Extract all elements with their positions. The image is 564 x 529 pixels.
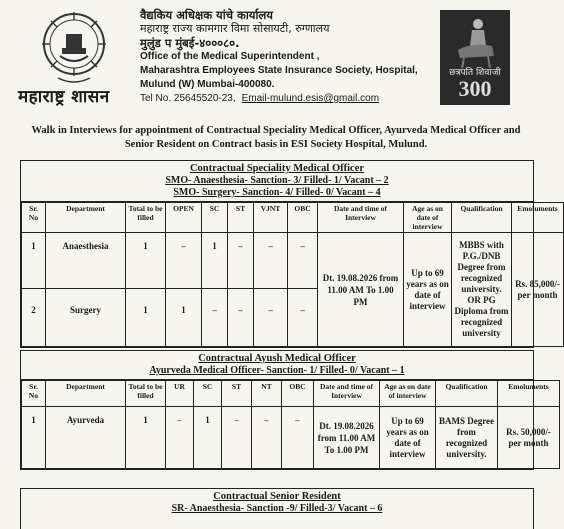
ayush-table bbox=[20, 350, 551, 470]
table-row bbox=[22, 233, 564, 289]
col-ur: UR bbox=[166, 381, 194, 407]
col-total: Total to be filled bbox=[126, 203, 166, 233]
sc: 1 bbox=[194, 407, 222, 469]
col-total: Total to be filled bbox=[126, 381, 166, 407]
vjnt: – bbox=[254, 233, 288, 289]
table-row bbox=[22, 407, 560, 469]
open: – bbox=[166, 233, 202, 289]
sc: – bbox=[202, 289, 228, 347]
nt: – bbox=[252, 407, 282, 469]
obc: – bbox=[288, 233, 318, 289]
email-link[interactable]: Email-mulund.esis@gmail.com bbox=[241, 93, 380, 104]
st: – bbox=[228, 289, 254, 347]
smo-sanction-2: SMO- Surgery- Sanction- 4/ Filled- 0/ Vacant – 4 bbox=[173, 187, 381, 198]
interview-date: Dt. 19.08.2026 from 11.00 AM To 1.00 PM bbox=[314, 407, 380, 469]
col-sc: SC bbox=[202, 203, 228, 233]
col-open: OPEN bbox=[166, 203, 202, 233]
col-sr: Sr. No bbox=[22, 381, 46, 407]
col-qualification: Qualification bbox=[436, 381, 498, 407]
ur: – bbox=[166, 407, 194, 469]
office-en-line-3: Mulund (W) Mumbai-400080. bbox=[140, 79, 275, 90]
st: – bbox=[228, 233, 254, 289]
col-obc: OBC bbox=[288, 203, 318, 233]
emoluments: Rs. 85,000/- per month bbox=[512, 233, 564, 347]
qualification: BAMS Degree from recognized university. bbox=[436, 407, 498, 469]
st: – bbox=[222, 407, 252, 469]
sr-no: 1 bbox=[22, 407, 46, 469]
col-st: ST bbox=[222, 381, 252, 407]
col-obc: OBC bbox=[282, 381, 314, 407]
total: 1 bbox=[126, 289, 166, 347]
col-department: Department bbox=[46, 381, 126, 407]
telephone: Tel No. 25645520-23, bbox=[140, 93, 236, 104]
office-en-line-1: Office of the Medical Superintendent , bbox=[140, 51, 320, 62]
ayush-title: Contractual Ayush Medical Officer bbox=[198, 353, 356, 364]
col-emoluments: Emoluments bbox=[512, 203, 564, 233]
interview-date: Dt. 19.08.2026 from 11.00 AM To 1.00 PM bbox=[318, 233, 404, 347]
department: Ayurveda bbox=[46, 407, 126, 469]
logo-ribbon-text: छत्रपति शिवाजी bbox=[449, 68, 501, 78]
qualification: MBBS with P.G./DNB Degree from recognized university. OR PG Diploma from recognized university bbox=[452, 233, 512, 347]
office-marathi-line-2: महाराष्ट्र राज्य कामगार विमा सोसायटी, रुग्णालय bbox=[140, 22, 330, 35]
horse-rider-icon bbox=[452, 16, 498, 68]
col-date: Date and time of Interview bbox=[314, 381, 380, 407]
sr-no: 1 bbox=[22, 233, 46, 289]
col-date: Date and time of Interview bbox=[318, 203, 404, 233]
col-nt: NT bbox=[252, 381, 282, 407]
total: 1 bbox=[126, 233, 166, 289]
logo-number: 300 bbox=[458, 76, 492, 101]
department: Surgery bbox=[46, 289, 126, 347]
col-vjnt: VJNT bbox=[254, 203, 288, 233]
office-en-line-2: Maharashtra Employees State Insurance Society, Hospital, bbox=[140, 65, 418, 76]
sr-sanction: SR- Anaesthesia- Sanction -9/ Filled-3/ Vacant – 6 bbox=[171, 503, 383, 514]
col-qualification: Qualification bbox=[452, 203, 512, 233]
age-limit: Up to 69 years as on date of interview bbox=[380, 407, 436, 469]
total: 1 bbox=[126, 407, 166, 469]
smo-table bbox=[20, 160, 560, 348]
department: Anaesthesia bbox=[46, 233, 126, 289]
office-marathi-line-3: मुलुंड प मुंबई-४०००८०. bbox=[140, 36, 240, 50]
emoluments: Rs. 50,000/- per month bbox=[498, 407, 560, 469]
ayush-sanction: Ayurveda Medical Officer- Sanction- 1/ Filled- 0/ Vacant – 1 bbox=[149, 365, 405, 376]
sr-no: 2 bbox=[22, 289, 46, 347]
smo-title: Contractual Speciality Medical Officer bbox=[189, 163, 365, 174]
maharashtra-emblem-icon bbox=[38, 8, 110, 86]
col-st: ST bbox=[228, 203, 254, 233]
sr-title: Contractual Senior Resident bbox=[213, 491, 341, 502]
anniversary-logo bbox=[440, 10, 510, 105]
smo-sanction-1: SMO- Anaesthesia- Sanction- 3/ Filled- 1/ Vacant – 2 bbox=[165, 175, 389, 186]
col-age: Age as on date of interview bbox=[380, 381, 436, 407]
age-limit: Up to 69 years as on date of interview bbox=[404, 233, 452, 347]
open: 1 bbox=[166, 289, 202, 347]
col-sr: Sr. No bbox=[22, 203, 46, 233]
state-name: महाराष्ट्र शासन bbox=[18, 87, 110, 107]
obc: – bbox=[282, 407, 314, 469]
col-sc: SC bbox=[194, 381, 222, 407]
sc: 1 bbox=[202, 233, 228, 289]
col-age: Age as on date of interview bbox=[404, 203, 452, 233]
office-marathi-line-1: वैद्यकिय अधिक्षक यांचे कार्यालय bbox=[140, 8, 273, 22]
col-department: Department bbox=[46, 203, 126, 233]
senior-resident-table bbox=[20, 488, 534, 529]
col-emoluments: Emoluments bbox=[498, 381, 560, 407]
intro-paragraph: Walk in Interviews for appointment of Contractual Speciality Medical Officer, Ayurveda Medical Officer and Senior Resident on Contract basis in ESI Society Hospital, Mulund. bbox=[31, 125, 521, 150]
vjnt: – bbox=[254, 289, 288, 347]
office-header bbox=[140, 8, 420, 106]
obc: – bbox=[288, 289, 318, 347]
